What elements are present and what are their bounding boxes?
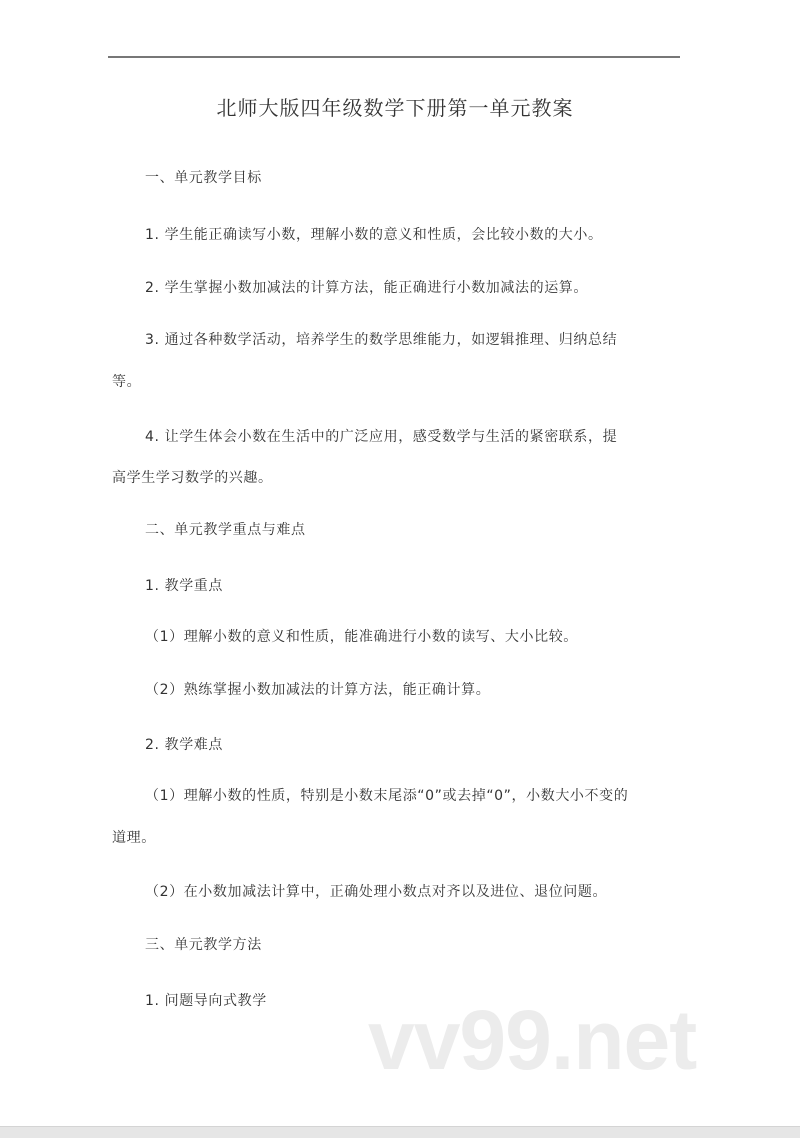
paragraph-continuation: 道理。 <box>112 830 156 846</box>
paragraph: 2. 学生掌握小数加减法的计算方法，能正确进行小数加减法的运算。 <box>145 280 589 296</box>
paragraph: 4. 让学生体会小数在生活中的广泛应用，感受数学与生活的紧密联系，提 <box>145 429 618 445</box>
paragraph: 1. 学生能正确读写小数，理解小数的意义和性质，会比较小数的大小。 <box>145 227 603 243</box>
subheading: 2. 教学难点 <box>145 737 224 753</box>
section-heading: 一、单元教学目标 <box>145 170 262 186</box>
subheading: 1. 教学重点 <box>145 578 224 594</box>
subheading: 1. 问题导向式教学 <box>145 993 267 1009</box>
page-bottom-edge <box>0 1126 800 1138</box>
paragraph: （2）在小数加减法计算中，正确处理小数点对齐以及进位、退位问题。 <box>145 884 608 900</box>
paragraph: （2）熟练掌握小数加减法的计算方法，能正确计算。 <box>145 682 491 698</box>
paragraph: （1）理解小数的意义和性质，能准确进行小数的读写、大小比较。 <box>145 629 578 645</box>
watermark: vv99.net <box>368 993 697 1087</box>
paragraph: 3. 通过各种数学活动，培养学生的数学思维能力，如逻辑推理、归纳总结 <box>145 332 618 348</box>
header-rule <box>108 56 680 58</box>
paragraph: （1）理解小数的性质，特别是小数末尾添“0”或去掉“0”，小数大小不变的 <box>145 788 629 804</box>
document-title: 北师大版四年级数学下册第一单元教案 <box>216 96 574 120</box>
section-heading: 三、单元教学方法 <box>145 937 262 953</box>
paragraph-continuation: 高学生学习数学的兴趣。 <box>112 470 273 486</box>
section-heading: 二、单元教学重点与难点 <box>145 522 306 538</box>
paragraph-continuation: 等。 <box>112 374 142 390</box>
